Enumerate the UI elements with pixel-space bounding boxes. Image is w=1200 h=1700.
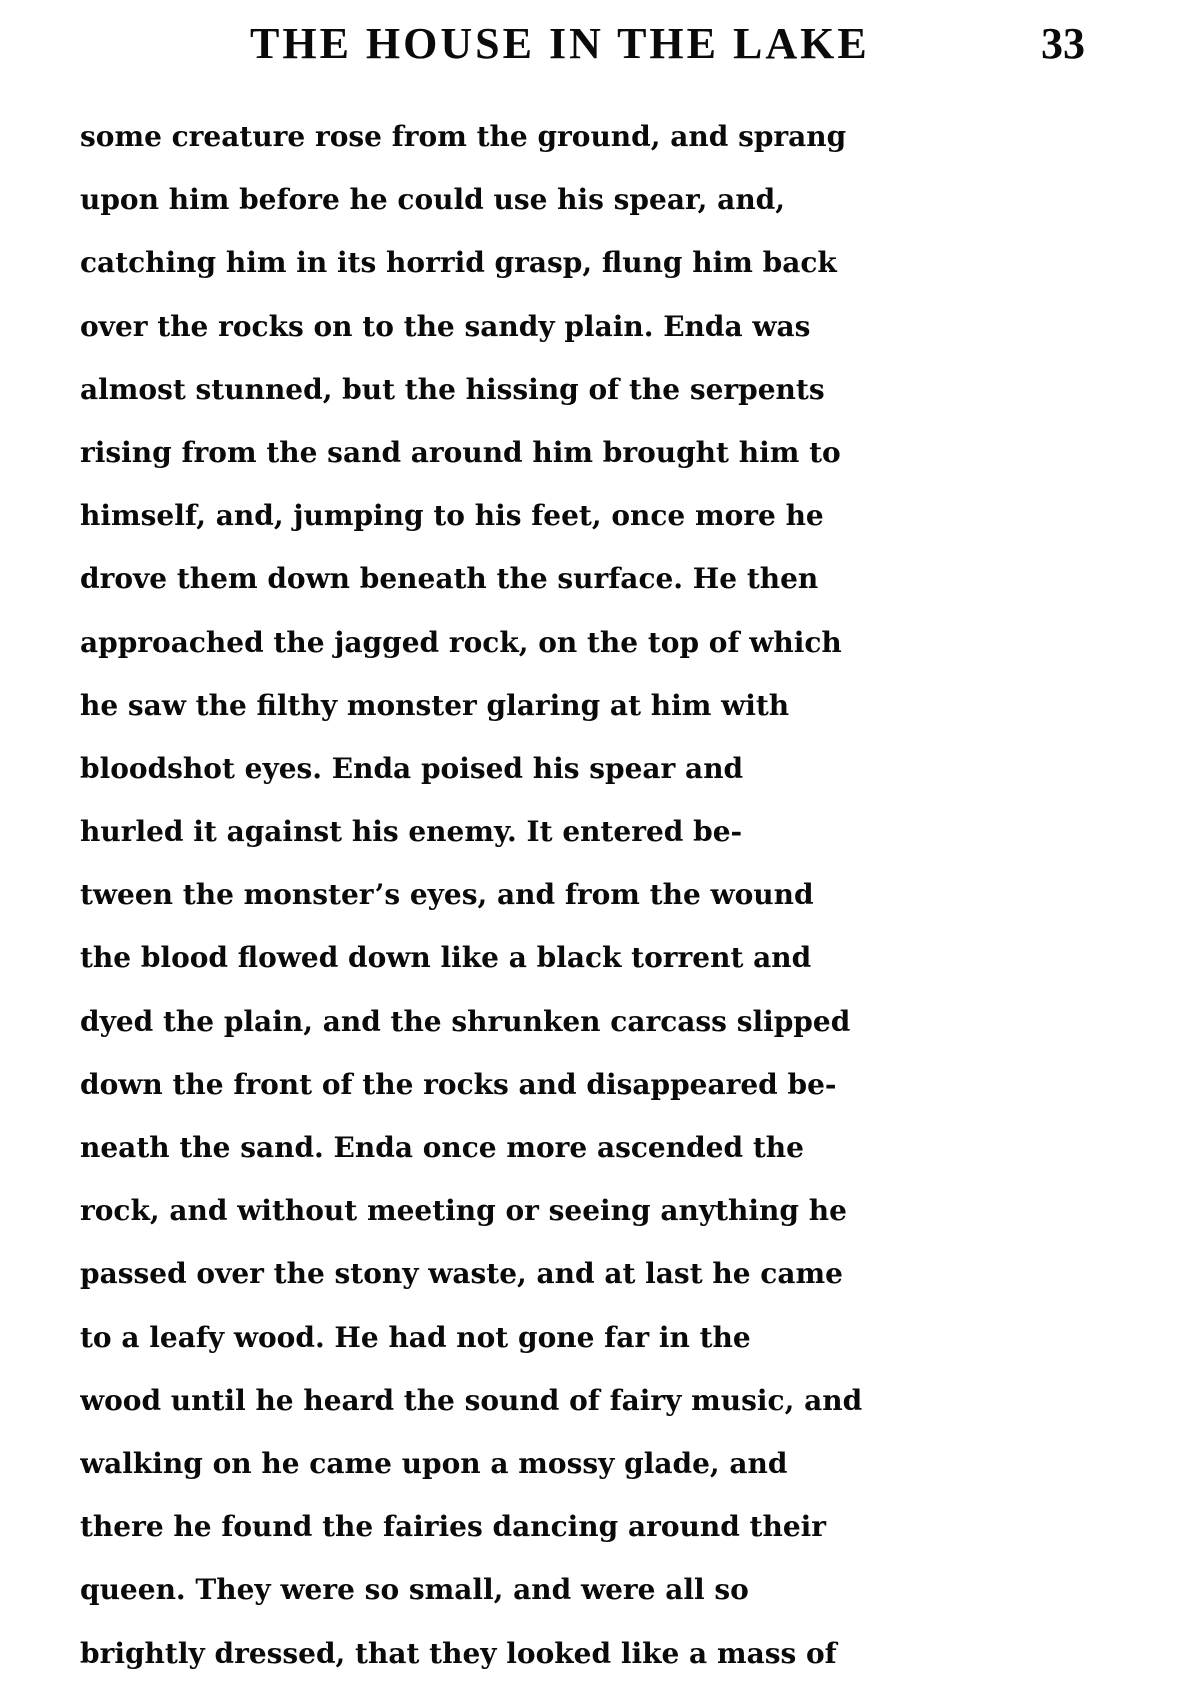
page-number: 33 — [1041, 19, 1085, 68]
text-line: almost stunned, but the hissing of the serpents — [80, 372, 825, 406]
text-line: wood until he heard the sound of fairy music, and — [80, 1383, 863, 1417]
text-line: rock, and without meeting or seeing anything he — [80, 1194, 847, 1228]
text-line: to a leafy wood. He had not gone far in the — [80, 1320, 751, 1354]
text-line: approached the jagged rock, on the top of which — [80, 625, 842, 659]
text-line: dyed the plain, and the shrunken carcass slipped — [80, 1004, 851, 1038]
text-line: upon him before he could use his spear, and, — [80, 183, 786, 217]
text-line: bloodshot eyes. Enda poised his spear and — [80, 751, 744, 785]
text-line: he saw the filthy monster glaring at him with — [80, 688, 790, 722]
text-line: neath the sand. Enda once more ascended the — [80, 1131, 804, 1164]
body-text — [80, 105, 1085, 1685]
text-line: walking on he came upon a mossy glade, and — [80, 1446, 788, 1480]
text-line: brightly dressed, that they looked like a mass of — [80, 1636, 837, 1670]
running-title: THE HOUSE IN THE LAKE — [250, 19, 870, 68]
text-line: himself, and, jumping to his feet, once more he — [80, 499, 824, 533]
text-line: catching him in its horrid grasp, flung him back — [80, 246, 837, 280]
text-line: down the front of the rocks and disappeared be- — [80, 1067, 837, 1101]
text-line: rising from the sand around him brought him to — [80, 435, 841, 469]
text-line: queen. They were so small, and were all so — [80, 1573, 749, 1607]
running-head — [80, 18, 1085, 78]
text-line: over the rocks on to the sandy plain. Enda was — [80, 309, 811, 343]
text-line: tween the monster’s eyes, and from the wound — [80, 878, 814, 912]
text-line: drove them down beneath the surface. He then — [80, 562, 819, 596]
text-line: passed over the stony waste, and at last he came — [80, 1257, 843, 1291]
text-line: some creature rose from the ground, and sprang — [80, 120, 847, 153]
text-line: there he found the fairies dancing around their — [80, 1510, 827, 1544]
text-line: the blood flowed down like a black torrent and — [80, 941, 812, 975]
text-line: hurled it against his enemy. It entered be- — [80, 815, 743, 849]
